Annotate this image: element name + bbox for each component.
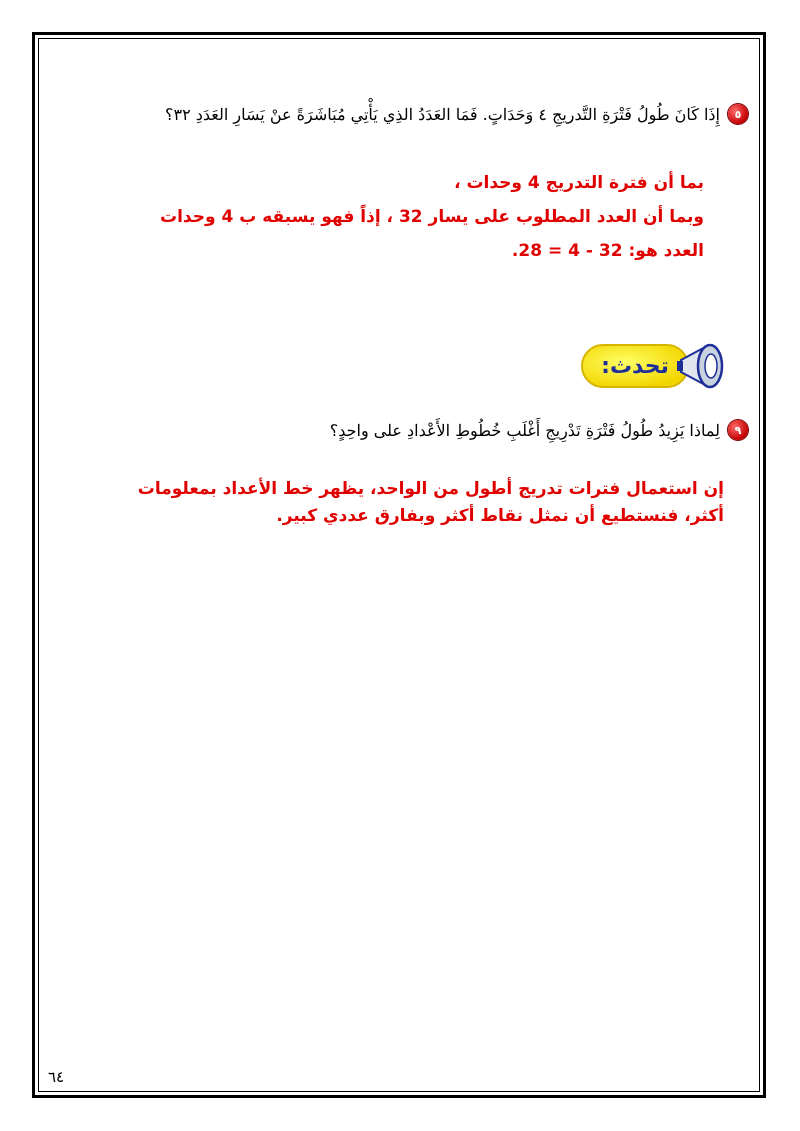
answer-line: إن استعمال فترات تدريج أطول من الواحد، يظهر خط الأعداد بمعلومات [137, 479, 724, 499]
answer-line: العدد هو: 32 - 4 = 28. [511, 241, 704, 261]
question-text: لِماذا يَزِيدُ طُولُ فَتْرَةِ تَدْرِيجِ أَغْلَبِ خُطُوطِ الأَعْدادِ على واحِدٍ؟ [329, 420, 720, 440]
megaphone-icon [677, 340, 731, 392]
question-9 [330, 420, 748, 440]
answer-line: بما أن فترة التدريج 4 وحدات ، [454, 173, 704, 193]
question-number-badge: ٩ [728, 420, 748, 440]
answer-line: أكثر، فنستطيع أن نمثل نقاط أكثر وبفارق عددي كبير. [276, 506, 724, 526]
talk-label: تحدث: [581, 344, 689, 388]
question-5 [165, 104, 748, 124]
question-number-badge: ٥ [728, 104, 748, 124]
answer-9 [138, 476, 724, 530]
answer-line: وبما أن العدد المطلوب على يسار 32 ، إذاً فهو يسبقه ب 4 وحدات [160, 207, 704, 227]
answer-5 [160, 166, 704, 268]
page-number: ٦٤ [48, 1068, 65, 1086]
question-text: إِذَا كَانَ طُولُ فَتْرَةِ التَّدريجِ ٤ وَحَدَاتٍ. فَمَا العَدَدُ الذِي يَأْتِي مُبَاشَرَةً عنْ يَسَارِ العَدَدِ ٣٢؟ [164, 104, 720, 124]
talk-section-badge [581, 338, 731, 394]
